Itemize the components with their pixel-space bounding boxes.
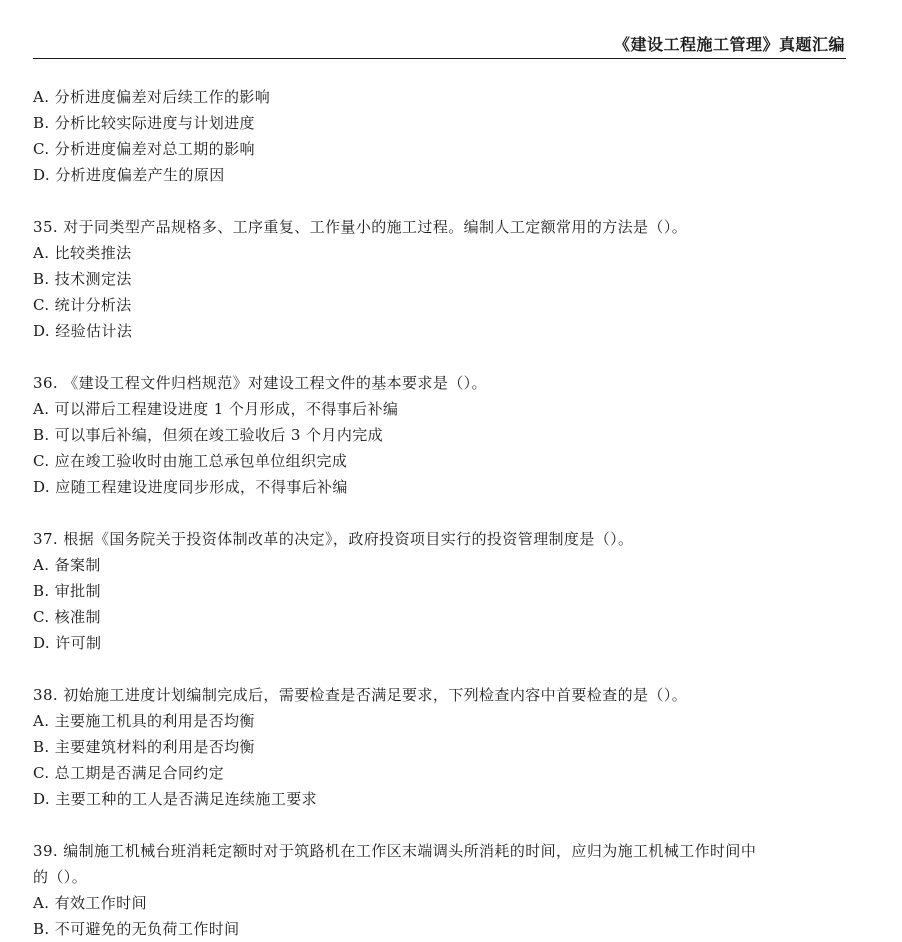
option-b: B. 不可避免的无负荷工作时间: [33, 920, 240, 938]
option-c: C. 总工期是否满足合同约定: [33, 764, 225, 782]
question-stem: 35. 对于同类型产品规格多、工序重复、工作量小的施工过程。编制人工定额常用的方法是（）。: [33, 218, 688, 236]
question-stem: 38. 初始施工进度计划编制完成后，需要检查是否满足要求，下列检查内容中首要检查的是（）。: [33, 686, 688, 704]
question-39: [33, 838, 863, 942]
option-a: A. 备案制: [33, 556, 101, 574]
option-d: D. 许可制: [33, 634, 102, 652]
option-c: C. 分析进度偏差对总工期的影响: [33, 140, 255, 158]
option-b: B. 主要建筑材料的利用是否均衡: [33, 738, 255, 756]
question-38: [33, 682, 863, 812]
option-c: C. 核准制: [33, 608, 101, 626]
question-content: [33, 84, 863, 942]
option-b: B. 审批制: [33, 582, 101, 600]
option-a: A. 可以滞后工程建设进度 1 个月形成，不得事后补编: [33, 400, 399, 418]
option-c: C. 应在竣工验收时由施工总承包单位组织完成: [33, 452, 348, 470]
option-a: A. 比较类推法: [33, 244, 132, 262]
question-stem: 36. 《建设工程文件归档规范》对建设工程文件的基本要求是（）。: [33, 374, 487, 392]
question-stem-line-1: 39. 编制施工机械台班消耗定额时对于筑路机在工作区末端调头所消耗的时间，应归为施工机械工作时间中: [33, 842, 757, 860]
question-34-continuation: [33, 84, 863, 188]
question-37: [33, 526, 863, 656]
option-b: B. 技术测定法: [33, 270, 132, 288]
question-stem: 37. 根据《国务院关于投资体制改革的决定》，政府投资项目实行的投资管理制度是（）。: [33, 530, 634, 548]
option-b: B. 分析比较实际进度与计划进度: [33, 114, 255, 132]
option-d: D. 主要工种的工人是否满足连续施工要求: [33, 790, 318, 808]
option-d: D. 分析进度偏差产生的原因: [33, 166, 225, 184]
question-35: [33, 214, 863, 344]
option-b: B. 可以事后补编，但须在竣工验收后 3 个月内完成: [33, 426, 384, 444]
option-a: A. 有效工作时间: [33, 894, 147, 912]
option-a: A. 主要施工机具的利用是否均衡: [33, 712, 255, 730]
option-d: D. 经验估计法: [33, 322, 133, 340]
question-36: [33, 370, 863, 500]
option-a: A. 分析进度偏差对后续工作的影响: [33, 88, 271, 106]
option-d: D. 应随工程建设进度同步形成，不得事后补编: [33, 478, 348, 496]
page-header-title: 《建设工程施工管理》真题汇编: [613, 35, 845, 54]
header-divider: [33, 58, 846, 59]
question-stem-line-2: 的（）。: [33, 868, 88, 886]
option-c: C. 统计分析法: [33, 296, 132, 314]
